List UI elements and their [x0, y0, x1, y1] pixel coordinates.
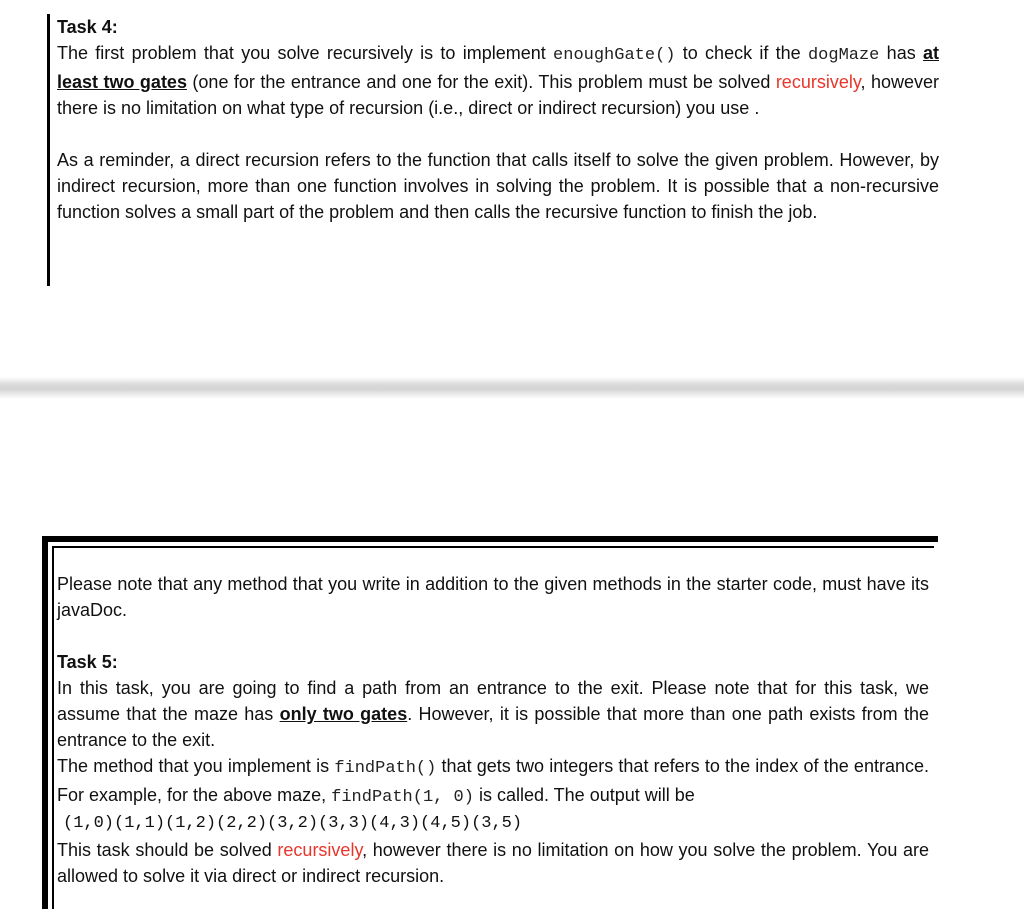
task4-p1-text-d: (one for the entrance and one for the exit). This problem must be solved: [186, 72, 776, 92]
task4-paragraph-2: As a reminder, a direct recursion refers to the function that calls itself to solve the given problem. However, by indirect recursion, more than one function involves in solving the problem. It is possible that a non-recursive function solves a small part of the problem and then calls the recursive function to finish the job.: [57, 150, 939, 222]
javadoc-note: Please note that any method that you write in addition to the given methods in the starter code, must have its javaDoc.: [57, 574, 929, 620]
path-output-code: (1,0)(1,1)(1,2)(2,2)(3,2)(3,3)(4,3)(4,5)(3,5): [63, 814, 523, 833]
page-separator: [0, 377, 1024, 399]
task4-title: Task 4:: [57, 17, 118, 37]
task5-p3-text-b: , however there is no limitation on how you solve the problem. You are allowed to solve it via direct or indirect recursion.: [57, 840, 929, 886]
task5-section: [57, 571, 929, 889]
find-path-code: findPath(): [334, 759, 437, 778]
recursively-highlight: recursively: [277, 840, 363, 860]
recursively-highlight: recursively: [775, 72, 861, 92]
task5-p2-text-c: is called. The output will be: [473, 785, 695, 805]
task5-p1-text-a: In this task, you are going to find a path from an entrance to the exit. Please note that for this task, we assume that the maze has: [57, 678, 929, 724]
task5-p3-text-a: This task should be solved: [57, 840, 278, 860]
task4-p1-text-b: to check if the: [675, 43, 808, 63]
task5-paragraph-2: [57, 753, 929, 811]
task5-paragraph-3: [57, 837, 929, 889]
task5-p2-text-b: that gets two integers that refers to the index of the entrance. For example, for the above maze,: [57, 756, 929, 805]
task5-p1-text-b: . However, it is possible that more than one path exists from the entrance to the exit.: [57, 704, 929, 750]
find-path-call-code: findPath(1, 0): [331, 788, 474, 807]
task4-paragraph-1: [57, 40, 939, 121]
dog-maze-code: dogMaze: [807, 46, 880, 65]
paragraph-gap: [57, 121, 939, 147]
task4-section: [47, 14, 939, 286]
task4-p1-text-e: , however there is no limitation on what type of recursion (i.e., direct or indirect recursion) you use .: [57, 72, 939, 118]
paragraph-gap: [57, 623, 929, 649]
enough-gate-code: enoughGate(): [553, 46, 676, 65]
task5-title: Task 5:: [57, 652, 118, 672]
only-two-gates-emphasis: only two gates: [279, 704, 408, 724]
task4-p1-text-a: The first problem that you solve recursively is to implement: [57, 43, 554, 63]
at-least-two-gates-emphasis: at least two gates: [57, 43, 940, 92]
task5-p2-text-a: The method that you implement is: [57, 756, 335, 776]
task4-p1-text-c: has: [879, 43, 923, 63]
task5-paragraph-1: [57, 675, 929, 753]
